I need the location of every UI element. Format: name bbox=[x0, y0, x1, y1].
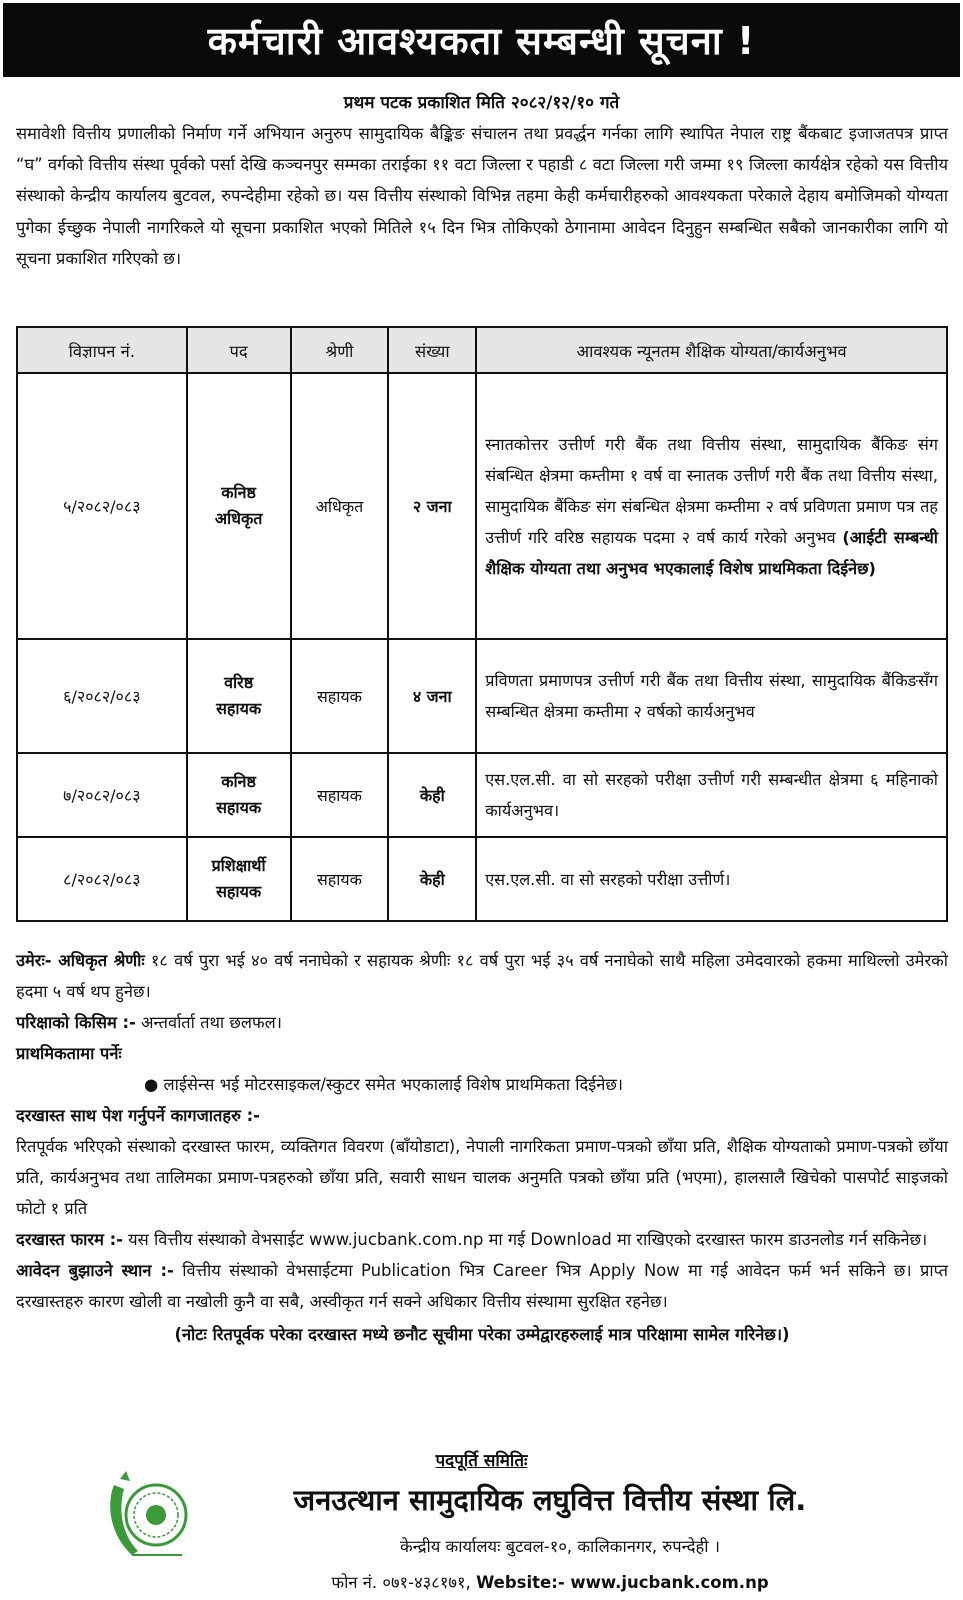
exam-type: परिक्षाको किसिम :- अन्तर्वार्ता तथा छलफल। bbox=[16, 1013, 282, 1032]
count-cell: केही bbox=[388, 837, 476, 921]
grade-cell: अधिकृत bbox=[291, 373, 389, 639]
contact-line bbox=[200, 1570, 900, 1593]
documents-heading: दरखास्त साथ पेश गर्नुपर्ने कागजातहरु :- bbox=[16, 1106, 260, 1125]
count-cell: केही bbox=[388, 753, 476, 837]
post-cell: प्रशिक्षार्थी सहायक bbox=[187, 837, 291, 921]
post-cell: कनिष्ठ अधिकृत bbox=[187, 373, 291, 639]
vacancy-table bbox=[16, 326, 948, 922]
notice-title: कर्मचारी आवश्यकता सम्बन्धी सूचना ! bbox=[207, 19, 756, 63]
website-label: Website:- bbox=[476, 1573, 565, 1592]
submission-place: आवेदन बुझाउने स्थान :- वित्तीय संस्थाको वेभसाईटमा Publication भित्र Career भित्र Apply Now मा गई आवेदन फर्म भर्न सकिने छ। प्राप्त दरखास्तहरु कारण खोली वा नखोली कुनै वा सबै, अस्वीकृत गर्न सक्ने अधिकार वित्तीय संस्थामा सुरक्षित रहनेछ। bbox=[16, 1261, 948, 1311]
ad-no-cell: ६/२०८२/०८३ bbox=[17, 639, 187, 753]
qualification-cell bbox=[476, 373, 947, 639]
qualification-priority: (आईटी सम्बन्धी शैक्षिक योग्यता तथा अनुभव भएकालाई विशेष प्राथमिकता दिईनेछ) bbox=[485, 527, 938, 578]
ad-no-cell: ८/२०८२/०८३ bbox=[17, 837, 187, 921]
organization-address: केन्द्रीय कार्यालयः बुटवल-१०, कालिकानगर, रुपन्देही । bbox=[399, 1537, 721, 1556]
header-count: संख्या bbox=[388, 327, 476, 373]
grade-cell: सहायक bbox=[291, 753, 389, 837]
header-post: पद bbox=[187, 327, 291, 373]
post-cell: कनिष्ठ सहायक bbox=[187, 753, 291, 837]
publication-date: प्रथम पटक प्रकाशित मिति २०८२/१२/१० गते bbox=[343, 93, 620, 113]
table-row bbox=[17, 373, 947, 639]
header-grade: श्रेणी bbox=[291, 327, 389, 373]
intro-paragraph: समावेशी वित्तीय प्रणालीको निर्माण गर्ने अभियान अनुरुप सामुदायिक बैङ्किङ संचालन तथा प्रवर्द्धन गर्नका लागि स्थापित नेपाल राष्ट्र बैंकबाट इजाजतपत्र प्राप्त “घ” वर्गको वित्तीय संस्था पूर्वको पर्सा देखि कञ्चनपुर सम्मका तराईका ११ वटा जिल्ला र पहाडी ८ वटा जिल्ला गरी जम्मा १९ जिल्ला कार्यक्षेत्र रहेको यस वित्तीय संस्थाको केन्द्रीय कार्यालय बुटवल, रुपन्देहीमा रहेको छ। यस वित्तीय संस्थाको विभिन्न तहमा केही कर्मचारीहरुको आवश्यकता परेकाले देहाय बमोजिमको योग्यता पुगेका ईच्छुक नेपाली नागरिकले यो सूचना प्रकाशित भएको मितिले १५ दिन भित्र तोकिएको ठेगानामा आवेदन दिनुहुन सम्बन्धित सबैको जानकारीका लागि यो सूचना प्रकाशित गरिएको छ। bbox=[16, 124, 948, 268]
qualification-cell: प्रविणता प्रमाणपत्र उत्तीर्ण गरी बैंक तथा वित्तीय संस्था, सामुदायिक बैंकिङसँग सम्बन्धित क्षेत्रमा कम्तीमा २ वर्षको कार्यअनुभव bbox=[476, 639, 947, 753]
documents-text: रितपूर्वक भरिएको संस्थाको दरखास्त फारम, व्यक्तिगत विवरण (बाँयोडाटा), नेपाली नागरिकता प्रमाण-पत्रको छाँया प्रति, शैक्षिक योग्यताको प्रमाण-पत्रको छाँया प्रति, कार्यअनुभव तथा तालिमका प्रमाण-पत्रहरुको छाँया प्रति, सवारी साधन चालक अनुमति पत्रको छाँया प्रति (भएमा), हालसालै खिचेको पासपोर्ट साइजको फोटो १ प्रति bbox=[16, 1137, 948, 1218]
committee-heading: पदपूर्ति समितिः bbox=[435, 1451, 528, 1471]
header-qualification: आवश्यक न्यूनतम शैक्षिक योग्यता/कार्यअनुभव bbox=[476, 327, 947, 373]
table-row bbox=[17, 753, 947, 837]
priority-bullet: ● लाईसेन्स भई मोटरसाइकल/स्कुटर समेत भएकालाई विशेष प्राथमिकता दिईनेछ। bbox=[144, 1075, 624, 1094]
post-cell: वरिष्ठ सहायक bbox=[187, 639, 291, 753]
organization-name: जनउत्थान सामुदायिक लघुवित्त वित्तीय संस्था लि. bbox=[293, 1483, 807, 1517]
ad-no-cell: ५/२०८२/०८३ bbox=[17, 373, 187, 639]
grade-cell: सहायक bbox=[291, 837, 389, 921]
table-row bbox=[17, 639, 947, 753]
qualification-cell: एस.एल.सी. वा सो सरहको परीक्षा उत्तीर्ण गरी सम्बन्धीत क्षेत्रमा ६ महिनाको कार्यअनुभव। bbox=[476, 753, 947, 837]
phone-number: फोन नं. ०७१-४३८१७१, bbox=[331, 1573, 477, 1592]
qualification-text: स्नातकोत्तर उत्तीर्ण गरी बैंक तथा वित्तीय संस्था, सामुदायिक बैंकिङ संग संबन्धित क्षेत्रमा कम्तीमा १ वर्ष वा स्नातक उत्तीर्ण गरी बैंक तथा वित्तीय संस्था, सामुदायिक बैंकिङ संग संबन्धित क्षेत्रमा कम्तीमा २ वर्ष प्रविणता प्रमाण पत्र तह उत्तीर्ण गरि वरिष्ठ सहायक पदमा २ वर्ष कार्य गरेको अनुभव bbox=[485, 434, 938, 547]
notice-banner bbox=[3, 3, 960, 77]
count-cell: २ जना bbox=[388, 373, 476, 639]
table-row bbox=[17, 837, 947, 921]
header-ad-no: विज्ञापन नं. bbox=[17, 327, 187, 373]
priority-heading: प्राथमिकतामा पर्नेः bbox=[16, 1044, 122, 1063]
qualification-cell: एस.एल.सी. वा सो सरहको परीक्षा उत्तीर्ण। bbox=[476, 837, 947, 921]
age-requirement: उमेरः- अधिकृत श्रेणीः १८ वर्ष पुरा भई ४० वर्ष ननाघेको र सहायक श्रेणीः १८ वर्ष पुरा भई ३५ वर्ष ननाघेको साथै महिला उमेदवारको हकमा माथिल्लो उमेरको हदमा ५ वर्ष थप हुनेछ। bbox=[16, 951, 948, 1001]
count-cell: ४ जना bbox=[388, 639, 476, 753]
ad-no-cell: ७/२०८२/०८३ bbox=[17, 753, 187, 837]
note-line: (नोटः रितपूर्वक परेका दरखास्त मध्ये छनौट सूचीमा परेका उम्मेद्वारहरुलाई मात्र परिक्षामा सामेल गरिनेछ।) bbox=[174, 1325, 790, 1344]
application-form: दरखास्त फारम :- यस वित्तीय संस्थाको वेभसाईट www.jucbank.com.np मा गई Download मा राखिएको दरखास्त फारम डाउनलोड गर्न सकिनेछ। bbox=[16, 1230, 928, 1249]
table-header-row bbox=[17, 327, 947, 373]
website-link[interactable]: www.jucbank.com.np bbox=[564, 1573, 769, 1592]
grade-cell: सहायक bbox=[291, 639, 389, 753]
organization-logo-icon bbox=[102, 1465, 202, 1565]
notes-section bbox=[16, 945, 948, 1350]
